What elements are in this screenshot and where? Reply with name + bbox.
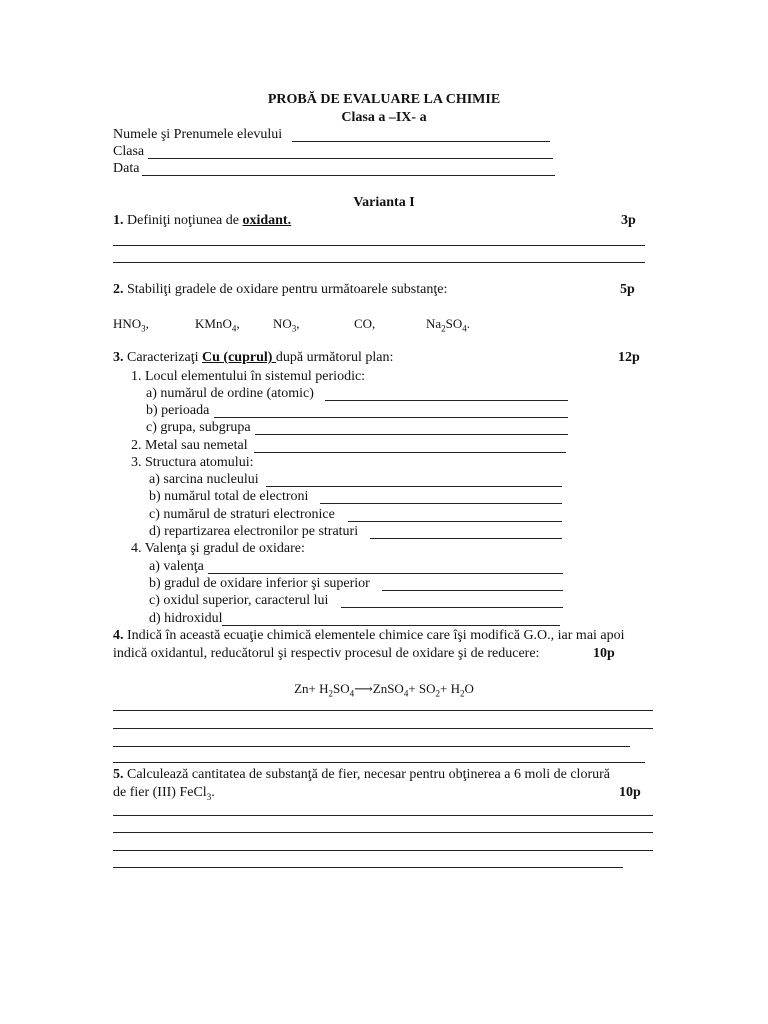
question-text: după următorul plan: xyxy=(275,350,394,365)
answer-line[interactable] xyxy=(222,625,560,626)
answer-line[interactable] xyxy=(113,850,653,851)
page-title: PROBĂ DE EVALUARE LA CHIMIE xyxy=(267,92,501,107)
question-number: 5. xyxy=(113,767,124,782)
question-2-points: 5p xyxy=(620,282,635,297)
plan-item: c) grupa, subgrupa xyxy=(146,420,251,435)
plan-item: d) repartizarea electronilor pe straturi xyxy=(149,524,359,539)
answer-line[interactable] xyxy=(214,417,568,418)
answer-line[interactable] xyxy=(113,867,623,868)
answer-line[interactable] xyxy=(113,762,645,763)
question-3 xyxy=(113,350,393,366)
question-4-line2: indică oxidantul, reducătorul şi respectiv procesul de oxidare şi de reducere: xyxy=(113,646,540,661)
question-1-points: 3p xyxy=(621,213,636,228)
question-number: 2. xyxy=(113,282,124,297)
question-5-line1 xyxy=(113,767,610,783)
answer-line[interactable] xyxy=(113,728,653,729)
plan-item: a) numărul de ordine (atomic) xyxy=(146,386,314,401)
answer-line[interactable] xyxy=(370,538,562,539)
answer-line[interactable] xyxy=(320,503,562,504)
question-number: 1. xyxy=(113,213,124,228)
answer-line[interactable] xyxy=(254,452,566,453)
answer-line[interactable] xyxy=(113,832,653,833)
answer-line[interactable] xyxy=(113,245,645,246)
plan-item: d) hidroxidul xyxy=(149,611,223,626)
plan-item: 4. Valenţa şi gradul de oxidare: xyxy=(131,541,305,556)
answer-line[interactable] xyxy=(341,607,563,608)
answer-line[interactable] xyxy=(113,815,653,816)
substance-co: CO, xyxy=(354,316,376,331)
question-number: 3. xyxy=(113,350,124,365)
question-text: Stabiliţi gradele de oxidare pentru următoarele substanţe: xyxy=(127,282,448,297)
name-label: Numele şi Prenumele elevului xyxy=(113,127,283,142)
answer-line[interactable] xyxy=(266,486,562,487)
page-subtitle: Clasa a –IX- a xyxy=(341,110,427,125)
plan-item: b) numărul total de electroni xyxy=(149,489,309,504)
substance-no3: $NO_3$, xyxy=(273,316,300,334)
name-field[interactable] xyxy=(292,141,550,142)
answer-line[interactable] xyxy=(113,710,653,711)
answer-line[interactable] xyxy=(113,746,630,747)
plan-item: b) perioada xyxy=(146,403,210,418)
plan-item: a) valenţa xyxy=(149,559,204,574)
question-4-points: 10p xyxy=(593,646,615,661)
substance-na2so4: $Na_2SO_4$. xyxy=(426,316,471,334)
answer-line[interactable] xyxy=(348,521,562,522)
class-field[interactable] xyxy=(148,158,553,159)
question-3-points: 12p xyxy=(618,350,640,365)
answer-line[interactable] xyxy=(113,262,645,263)
substance-kmno4: KMnO$_4$, xyxy=(195,316,240,334)
question-number: 4. xyxy=(113,628,124,643)
question-text: Definiţi noţiunea de xyxy=(127,213,243,228)
question-5-points: 10p xyxy=(619,785,641,800)
substance-hno3: $HNO_3$, xyxy=(113,316,149,334)
class-label: Clasa xyxy=(113,144,145,159)
answer-line[interactable] xyxy=(382,590,563,591)
date-label: Data xyxy=(113,161,140,176)
plan-item: 3. Structura atomului: xyxy=(131,455,254,470)
plan-item: c) numărul de straturi electronice xyxy=(149,507,335,522)
plan-item: b) gradul de oxidare inferior şi superior xyxy=(149,576,370,591)
question-term: oxidant. xyxy=(242,213,292,228)
question-text: Calculează cantitatea de substanţă de fier, necesar pentru obţinerea a 6 moli de clorură xyxy=(127,767,610,782)
answer-line[interactable] xyxy=(208,573,563,574)
question-4-line1 xyxy=(113,628,625,644)
variant-heading: Varianta I xyxy=(353,195,415,210)
chemical-equation: $Zn+ H_2SO_4⟶ZnSO_4+ SO_2+ H_2O$ xyxy=(294,681,474,699)
plan-item: 2. Metal sau nemetal xyxy=(131,438,248,453)
question-5-line2: de fier (III) FeCl$_3$. xyxy=(113,785,215,802)
question-element: Cu (cuprul) xyxy=(202,350,276,365)
question-2 xyxy=(113,282,447,298)
answer-line[interactable] xyxy=(255,434,568,435)
plan-item: c) oxidul superior, caracterul lui xyxy=(149,593,329,608)
answer-line[interactable] xyxy=(325,400,568,401)
question-text: Indică în această ecuaţie chimică elementele chimice care îşi modifică G.O., iar mai apoi xyxy=(127,628,625,643)
date-field[interactable] xyxy=(142,175,555,176)
question-text: Caracterizaţi xyxy=(127,350,203,365)
plan-item: a) sarcina nucleului xyxy=(149,472,259,487)
question-1 xyxy=(113,213,291,229)
plan-item: 1. Locul elementului în sistemul periodic: xyxy=(131,369,366,384)
